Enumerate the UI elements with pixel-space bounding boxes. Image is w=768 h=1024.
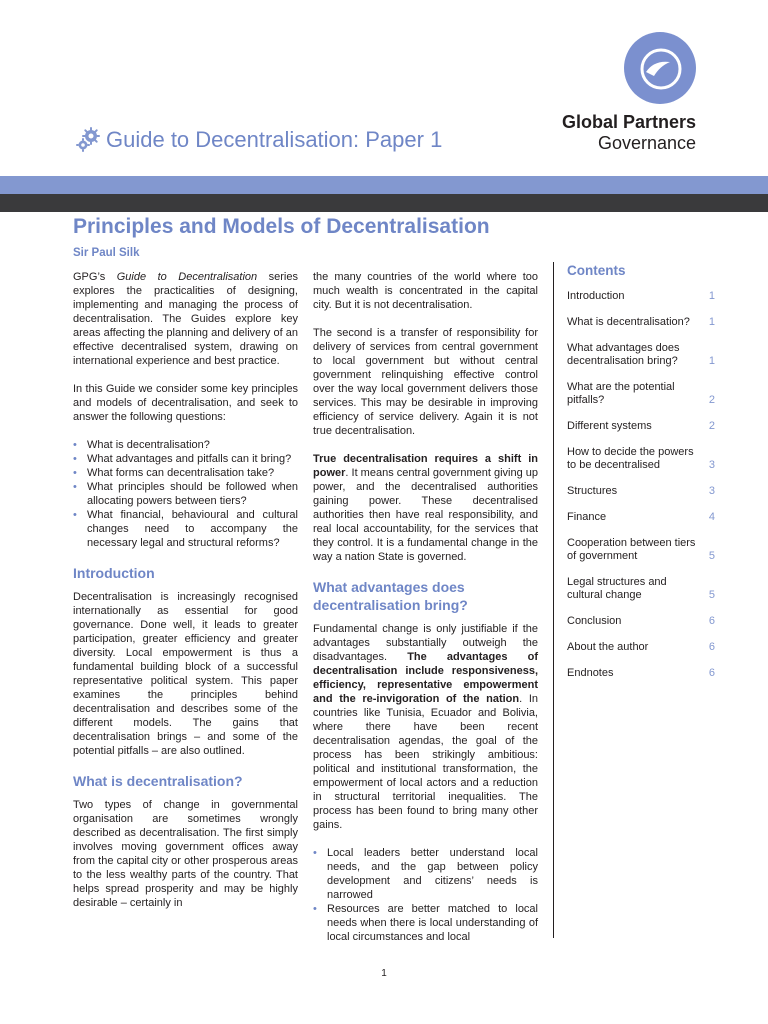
introduction-paragraph: Decentralisation is increasingly recognised internationally as essential for good governance. Done well, it leads to greater participation, greater efficiency and greater diversity. Local empowerment is thus a fundamental building block of a successful representative political system. This paper examines the principles behind decentralisation and describes some of the different models. The gains that decentralisation brings – and some of the potential pitfalls – are also outlined. — [73, 591, 298, 757]
contents-item-page: 5 — [708, 550, 715, 562]
org-line-2: Governance — [597, 133, 696, 153]
guide-title — [74, 126, 442, 154]
intro-paragraph-2: In this Guide we consider some key principles and models of decentralisation, and seek to answer the following questions: — [73, 383, 298, 423]
contents-item-page: 3 — [708, 485, 715, 497]
gears-icon — [74, 126, 102, 154]
contents-list — [567, 290, 715, 680]
paragraph-transfer: The second is a transfer of responsibility for delivery of services from central government to local government but without central government relinquishing effective control over the way local government delivers those services. This may be desirable in improving efficiency of service delivery. Again it is not true decentralisation. — [313, 327, 538, 437]
table-of-contents — [567, 264, 715, 693]
contents-item-page: 5 — [708, 589, 715, 601]
guide-title-text: Guide to Decentralisation: Paper 1 — [106, 127, 443, 152]
paragraph-advantages: Fundamental change is only justifiable if the advantages substantially outweigh the disadvantages. The advantages of decentralisation include responsiveness, efficiency, representative empowerment and the re-invigoration of the nation. In countries like Tunisia, Ecuador and Bolivia, where there have been recent decentralisation agendas, the goal of the process has been strikingly ambitious: political and institutional transformation, the empowerment of local actors and a reduction in structural territorial inequalities. The process has been found to bring many other gains. — [313, 623, 539, 831]
contents-item-label: Cooperation between tiers of government — [567, 537, 696, 562]
heading-what-is-decentralisation: What is decentralisation? — [73, 773, 243, 789]
list-item: • What advantages and pitfalls can it bring? — [73, 452, 298, 466]
contents-item[interactable] — [567, 537, 715, 563]
list-item: • What principles should be followed when allocating powers between tiers? — [73, 480, 298, 508]
text-column-1 — [73, 270, 298, 924]
list-item: • What forms can decentralisation take? — [73, 466, 298, 480]
gains-list — [313, 846, 538, 944]
contents-item[interactable] — [567, 511, 715, 524]
page-title: Principles and Models of Decentralisation — [73, 215, 490, 238]
contents-item-page: 1 — [708, 355, 715, 367]
contents-item-label: Structures — [567, 485, 618, 497]
author-name: Sir Paul Silk — [73, 247, 140, 259]
contents-item-label: How to decide the powers to be decentralised — [567, 446, 694, 471]
contents-item[interactable] — [567, 446, 715, 472]
header-band-dark — [0, 194, 768, 212]
list-item: • What is decentralisation? — [73, 438, 298, 452]
contents-item[interactable] — [567, 576, 715, 602]
gpg-logo-icon — [624, 32, 696, 104]
list-item: • What financial, behavioural and cultural changes need to accompany the necessary legal and structural reforms? — [73, 508, 298, 550]
paragraph-true-decentralisation: True decentralisation requires a shift in power. It means central government giving up power, and the decentralised authorities gaining power. These decentralised authorities then have real responsibility, and real local accountability, for the services that they control. It is a fundamental change in the way a nation State is governed. — [313, 453, 539, 563]
contents-item[interactable] — [567, 615, 715, 628]
contents-item-page: 6 — [708, 615, 715, 627]
paragraph-capital-city: the many countries of the world where too much wealth is concentrated in the capital city. But it is not decentralisation. — [313, 271, 538, 311]
list-item: • Resources are better matched to local needs when there is local understanding of local circumstances and local — [313, 902, 538, 944]
contents-item-label: Finance — [567, 511, 607, 523]
heading-introduction: Introduction — [73, 565, 155, 581]
list-item: • Local leaders better understand local needs, and the gap between policy development and citizens’ needs is narrowed — [313, 846, 538, 902]
contents-item-label: What advantages does decentralisation bring? — [567, 342, 680, 367]
contents-item-page: 2 — [708, 394, 715, 406]
header-band-blue — [0, 176, 768, 194]
contents-item-label: Introduction — [567, 290, 625, 302]
contents-item-label: About the author — [567, 641, 649, 653]
contents-item-label: What is decentralisation? — [567, 316, 690, 328]
contents-item-label: Legal structures and cultural change — [567, 576, 667, 601]
intro-paragraph: GPG’s Guide to Decentralisation series explores the practicalities of designing, implementing and managing the process of decentralisation. The Guides explore key areas affecting the planning and delivery of an effective decentralised system, drawing on international experience and best practice. — [73, 271, 298, 367]
contents-item[interactable] — [567, 667, 715, 680]
contents-item-page: 1 — [708, 290, 715, 302]
contents-item[interactable] — [567, 485, 715, 498]
contents-item[interactable] — [567, 290, 715, 303]
contents-item-label: What are the potential pitfalls? — [567, 381, 675, 406]
contents-item-label: Different systems — [567, 420, 652, 432]
contents-item-page: 3 — [708, 459, 715, 471]
contents-divider — [553, 262, 554, 938]
contents-item[interactable] — [567, 342, 715, 368]
contents-heading: Contents — [567, 263, 626, 278]
heading-advantages: What advantages does decentralisation bring? — [313, 579, 468, 613]
questions-list — [73, 438, 298, 550]
contents-item[interactable] — [567, 381, 715, 407]
contents-item-page: 4 — [708, 511, 715, 523]
page-number: 1 — [381, 968, 387, 979]
text-column-2 — [313, 270, 538, 958]
contents-item-page: 1 — [708, 316, 715, 328]
org-line-1: Global Partners — [561, 112, 696, 132]
contents-item-label: Endnotes — [567, 667, 614, 679]
contents-item[interactable] — [567, 641, 715, 654]
contents-item-label: Conclusion — [567, 615, 622, 627]
contents-item-page: 6 — [708, 641, 715, 653]
contents-item[interactable] — [567, 316, 715, 329]
contents-item-page: 2 — [708, 420, 715, 432]
organisation-name — [562, 112, 696, 154]
contents-item[interactable] — [567, 420, 715, 433]
what-is-paragraph: Two types of change in governmental organisation are sometimes wrongly described as decentralisation. The first simply involves moving government offices away from the capital city or other prosperous areas to the less wealthy parts of the country. That helps spread prosperity and may be highly desirable – certainly in — [73, 799, 298, 909]
contents-item-page: 6 — [708, 667, 715, 679]
